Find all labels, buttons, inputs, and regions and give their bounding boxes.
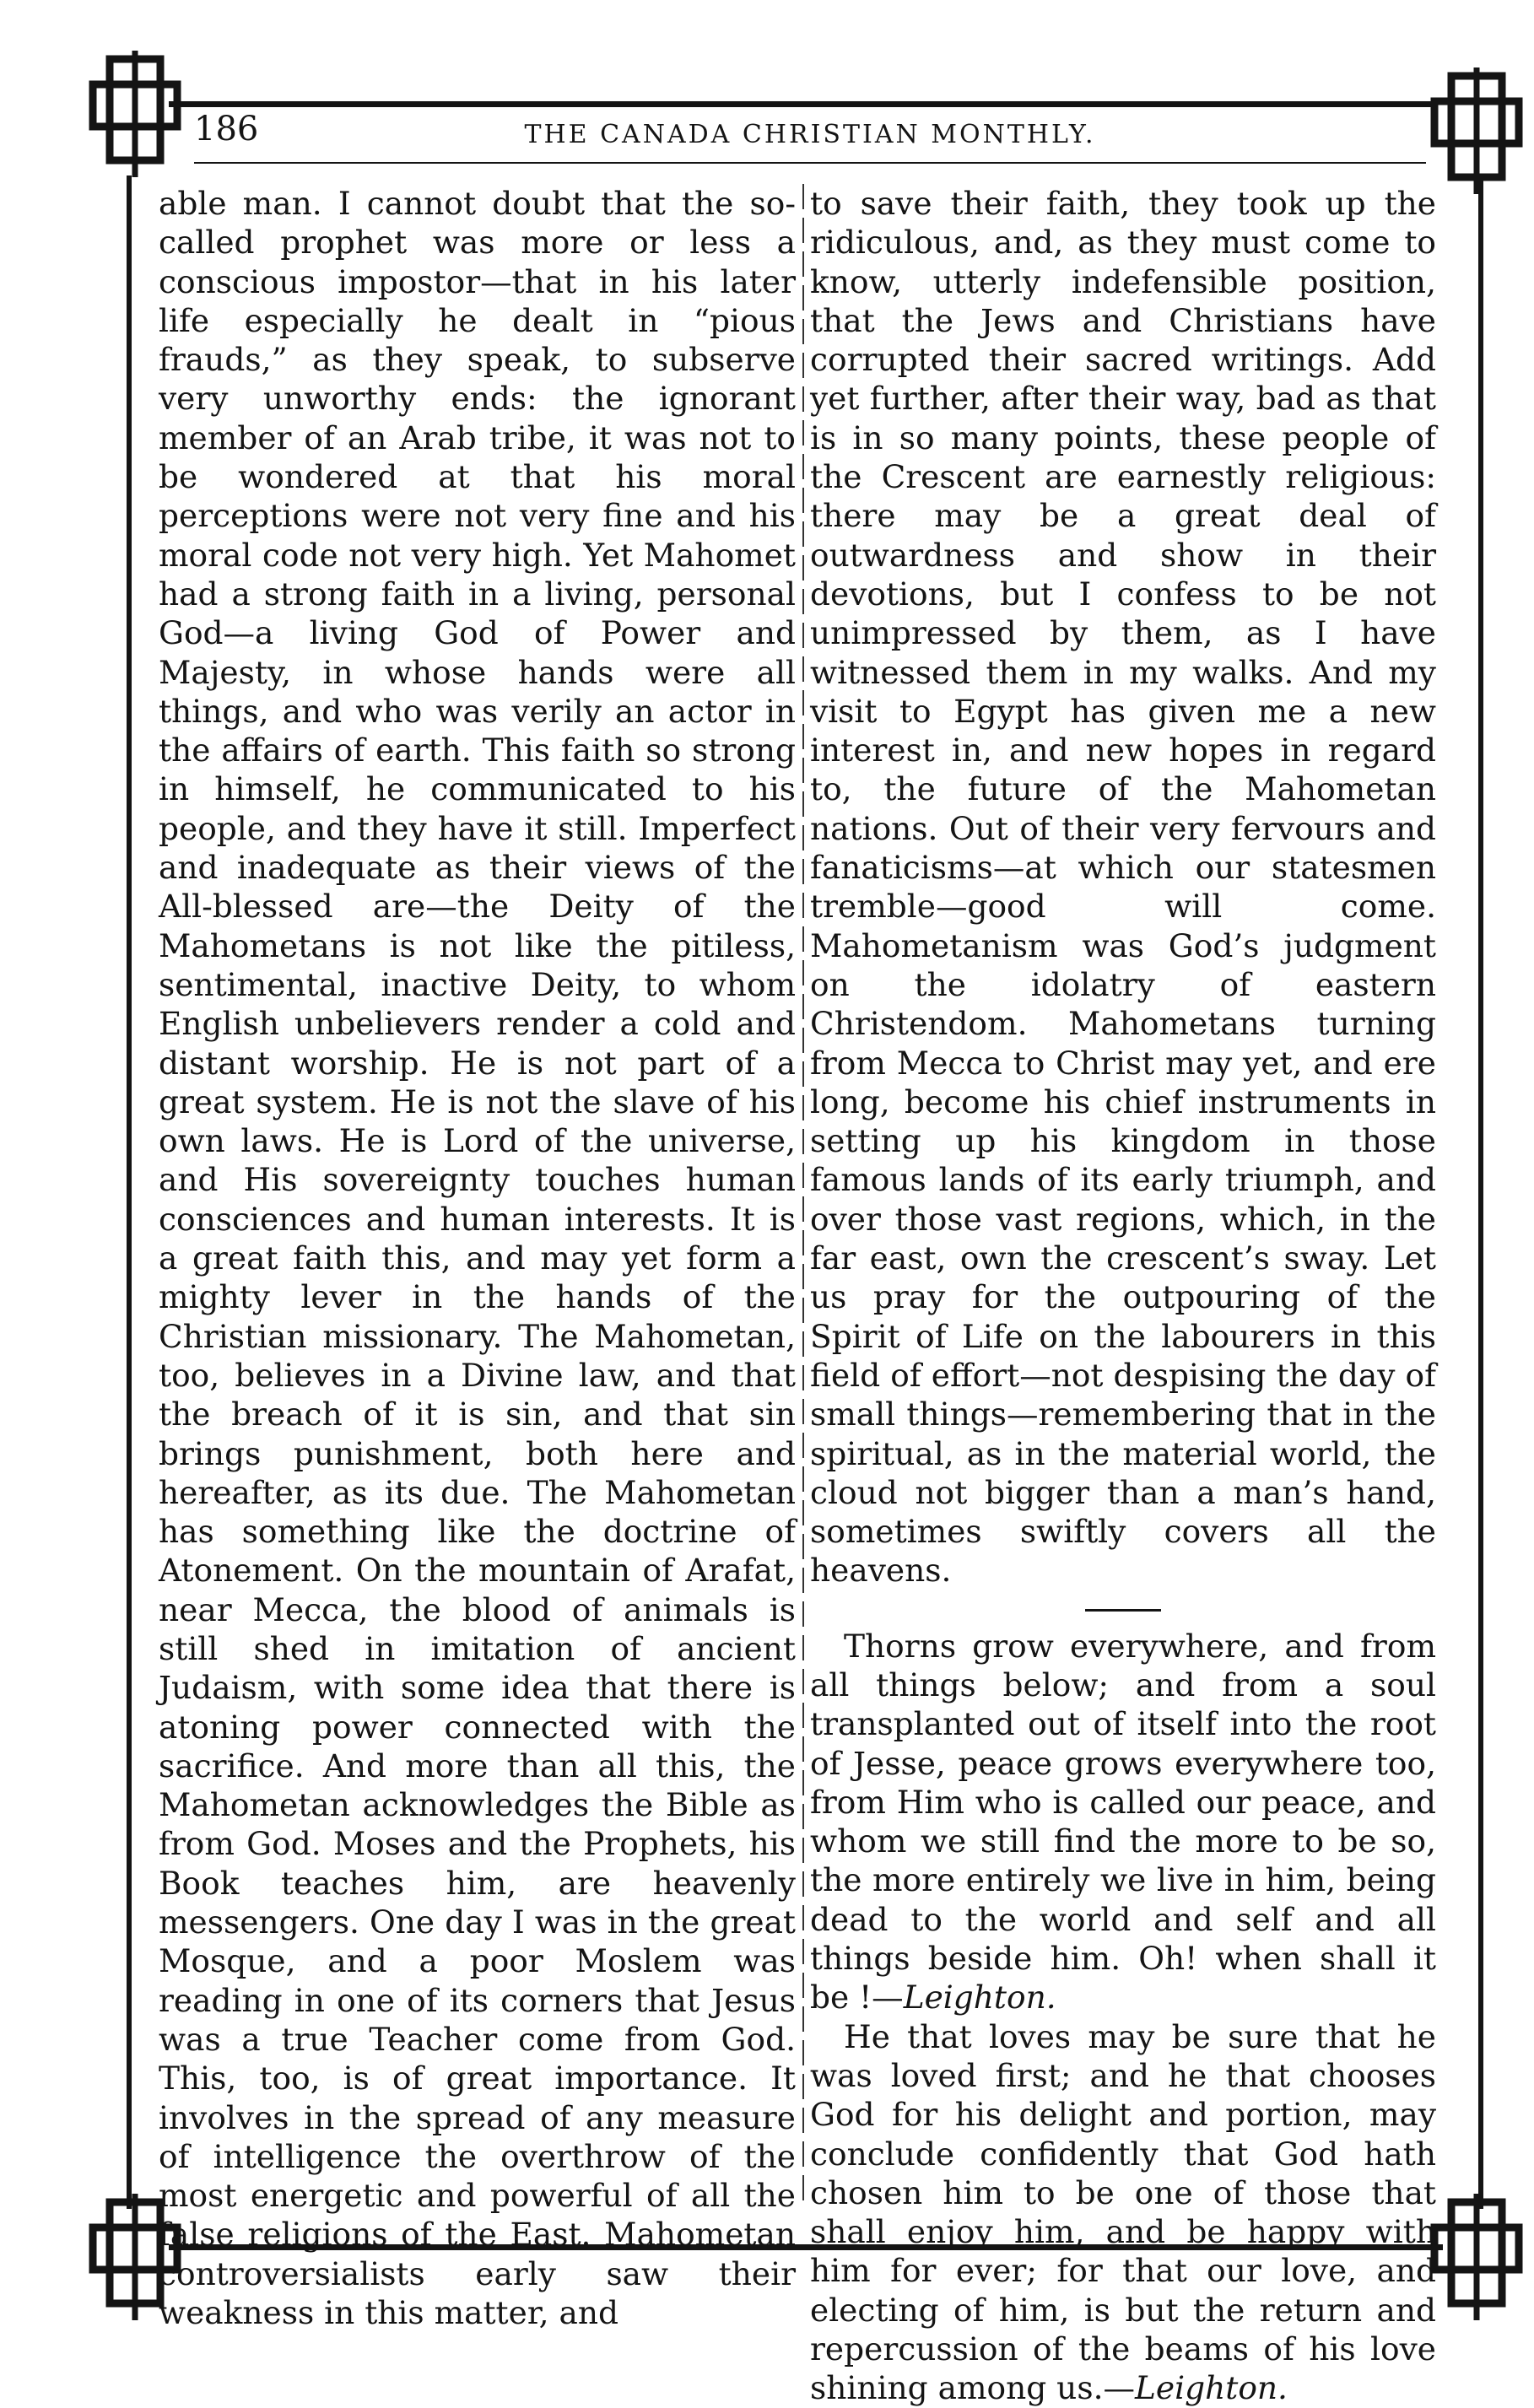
header-underline-rule — [194, 162, 1426, 164]
left-column-text: able man. I cannot doubt that the so-called prophet was more or less a conscious impostor—that in his later life especially he dealt in “pious frauds,” as they speak, to subserve very unworthy ends: the ignorant member of an Arab tribe, it was not to be wondered at that his moral perceptions were not very fine and his moral code not very high. Yet Mahomet had a strong faith in a living, personal God—a living God of Power and Majesty, in whose hands were all things, and who was verily an actor in the affairs of earth. This faith so strong in himself, he communicated to his people, and they have it still. Imperfect and inadequate as their views of the All-blessed are—the Deity of the Mahometans is not like the pitiless, sentimental, inactive Deity, to whom English unbelievers render a cold and distant worship. He is not part of a great system. He is not the slave of his own laws. He is Lord of the universe, and His sovereignty touches human consciences and human interests. It is a great faith this, and may yet form a mighty lever in the hands of the Christian missionary. The Mahometan, too, believes in a Divine law, and that the breach of it is sin, and that sin brings punishment, both here and hereafter, as its due. The Mahometan has something like the doctrine of Atonement. On the mountain of Arafat, near Mecca, the blood of animals is still shed in imitation of ancient Judaism, with some idea that there is atoning power connected with the sacrifice. And more than all this, the Mahometan acknowledges the Bible as from God. Moses and the Prophets, his Book teaches him, are heavenly messengers. One day I was in the great Mosque, and a poor Moslem was reading in one of its corners that Jesus was a true Teacher come from God. This, too, is of great importance. It involves in the spread of any measure of intelligence the overthrow of the most energetic and powerful of all the false religions of the East. Mahometan controversialists early saw their weakness in this matter, and — [159, 185, 796, 2332]
running-head: THE CANADA CHRISTIAN MONTHLY. — [524, 120, 1096, 149]
corner-ornament-icon — [1426, 67, 1527, 194]
article-continuation-paragraph: to save their faith, they took up the ridiculous, and, as they must come to know, utterly indefensible position, that the Jews and Christians have corrupted their sacred writings. Add yet further, after their way, bad as that is in so many points, these people of the Crescent are earnestly religious: there may be a great deal of outwardness and show in their devotions, but I confess to be not unimpressed by them, as I have witnessed them in my walks. And my visit to Egypt has given me a new interest in, and new hopes in regard to, the future of the Mahometan nations. Out of their very fervours and fanaticisms—at which our statesmen tremble—good will come. Mahometanism was God’s judgment on the idolatry of eastern Christendom. Mahometans turning from Mecca to Christ may yet, and ere long, become his chief instruments in setting up his kingdom in those famous lands of its early triumph, and over those vast regions, which, in the far east, own the crescent’s sway. Let us pray for the outpouring of the Spirit of Life on the labourers in this field of effort—not despising the day of small things—remembering that in the spiritual, as in the material world, the cloud not bigger than a man’s hand, sometimes swiftly covers all the heavens. — [810, 185, 1436, 1590]
quote-text: He that loves may be sure that he was loved first; and he that chooses God for his delight and portion, may conclude confidently that God hath chosen him to be one of those that shall enjoy him, and be happy with him for ever; for that our love, and electing of him, is but the return and repercussion of the beams of his love shining among us.— — [810, 2017, 1436, 2407]
page-number: 186 — [194, 110, 259, 148]
section-divider-rule — [1085, 1609, 1161, 1612]
quote-text: Thorns grow everywhere, and from all things below; and from a soul transplanted out of itself into the root of Jesse, peace grows everywhere too, from Him who is called our peace, and whom we still find the more to be so, the more entirely we live in him, being dead to the world and self and all things beside him. Oh! when shall it be !— — [810, 1627, 1436, 2017]
quote-attribution: Leighton. — [903, 1979, 1056, 2017]
column-divider — [802, 184, 804, 2209]
leighton-quote-paragraph — [810, 1627, 1436, 2017]
top-border-rule — [169, 101, 1434, 107]
left-border-rule — [127, 175, 132, 2209]
page-header — [194, 110, 1426, 159]
corner-ornament-icon — [1426, 2194, 1527, 2320]
right-column — [810, 184, 1436, 2408]
left-column — [159, 184, 796, 2332]
corner-ornament-icon — [84, 51, 186, 177]
quote-attribution: Leighton. — [1135, 2369, 1288, 2407]
right-border-rule — [1478, 175, 1483, 2209]
leighton-quote-paragraph — [810, 2017, 1436, 2408]
